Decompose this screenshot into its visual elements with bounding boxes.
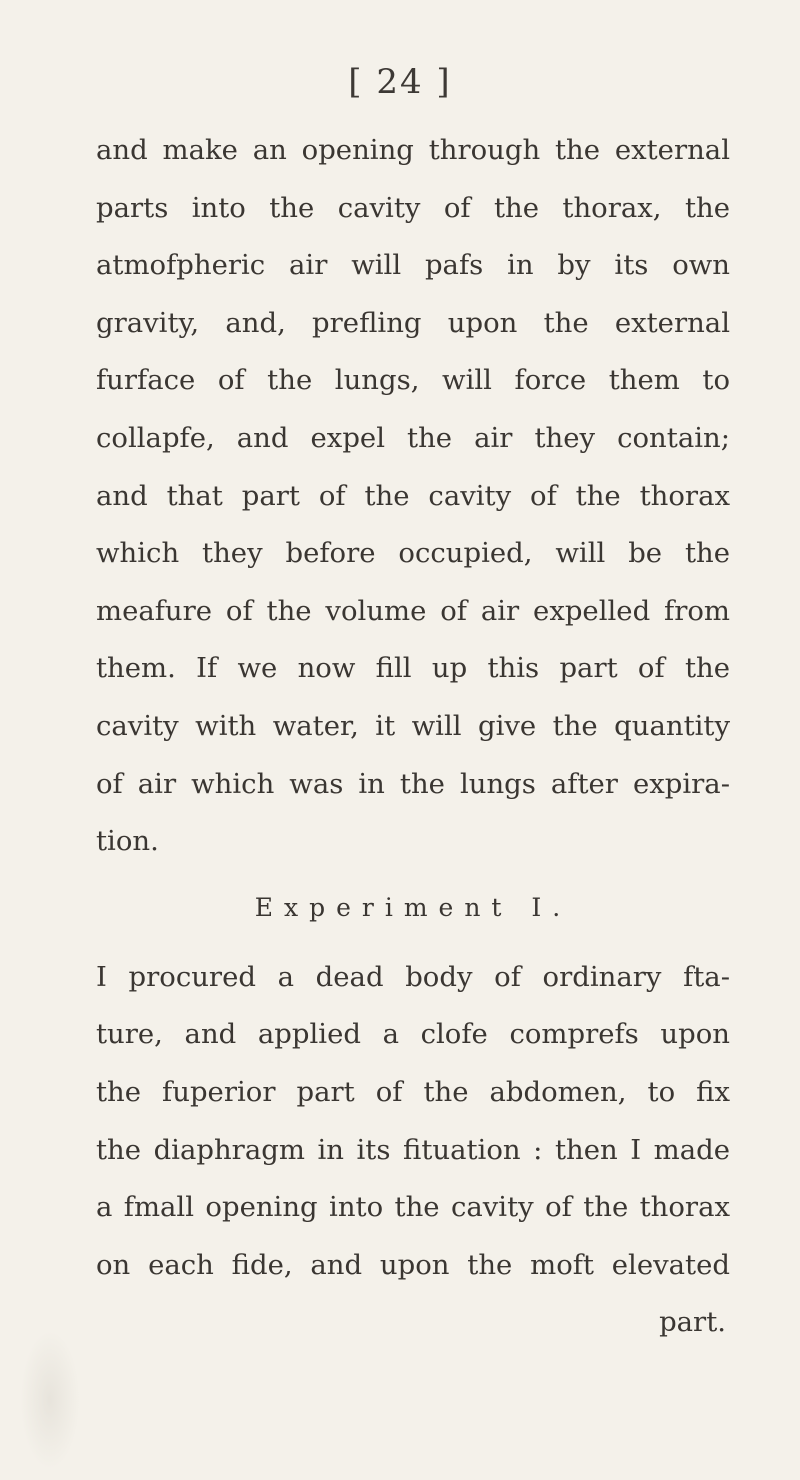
text-line: parts into the cavity of the thorax, the (96, 191, 730, 224)
page-number-header: [ 24 ] (348, 62, 452, 102)
text-line: tion. (96, 825, 159, 858)
text-line: ture, and applied a clofe comprefs upon (96, 1018, 730, 1051)
paper-stain (20, 1330, 80, 1470)
page-body (96, 122, 730, 1352)
paragraph-2 (96, 949, 730, 1352)
text-line: cavity with water, it will give the quantity (96, 709, 730, 742)
text-line: which they before occupied, will be the (96, 537, 730, 570)
section-heading: Experiment I. (254, 892, 572, 922)
text-line: a fmall opening into the cavity of the thorax (96, 1191, 730, 1224)
text-line: collapfe, and expel the air they contain; (96, 421, 730, 454)
catchword: part. (659, 1306, 726, 1339)
text-line: and that part of the cavity of the thorax (96, 479, 730, 512)
text-line: meafure of the volume of air expelled from (96, 594, 730, 627)
text-line: the fuperior part of the abdomen, to fix (96, 1075, 730, 1108)
text-line: the diaphragm in its fituation : then I made (96, 1133, 730, 1166)
text-line: on each fide, and upon the moft elevated (96, 1248, 730, 1281)
text-line: furface of the lungs, will force them to (96, 364, 730, 397)
text-line: atmofpheric air will pafs in by its own (96, 249, 730, 282)
text-line: I procured a dead body of ordinary fta- (96, 960, 730, 993)
text-line: gravity, and, prefling upon the external (96, 306, 730, 339)
text-line: them. If we now fill up this part of the (96, 652, 730, 685)
text-line: and make an opening through the external (96, 134, 730, 166)
text-line: of air which was in the lungs after expira- (96, 767, 730, 800)
paragraph-1 (96, 122, 730, 871)
